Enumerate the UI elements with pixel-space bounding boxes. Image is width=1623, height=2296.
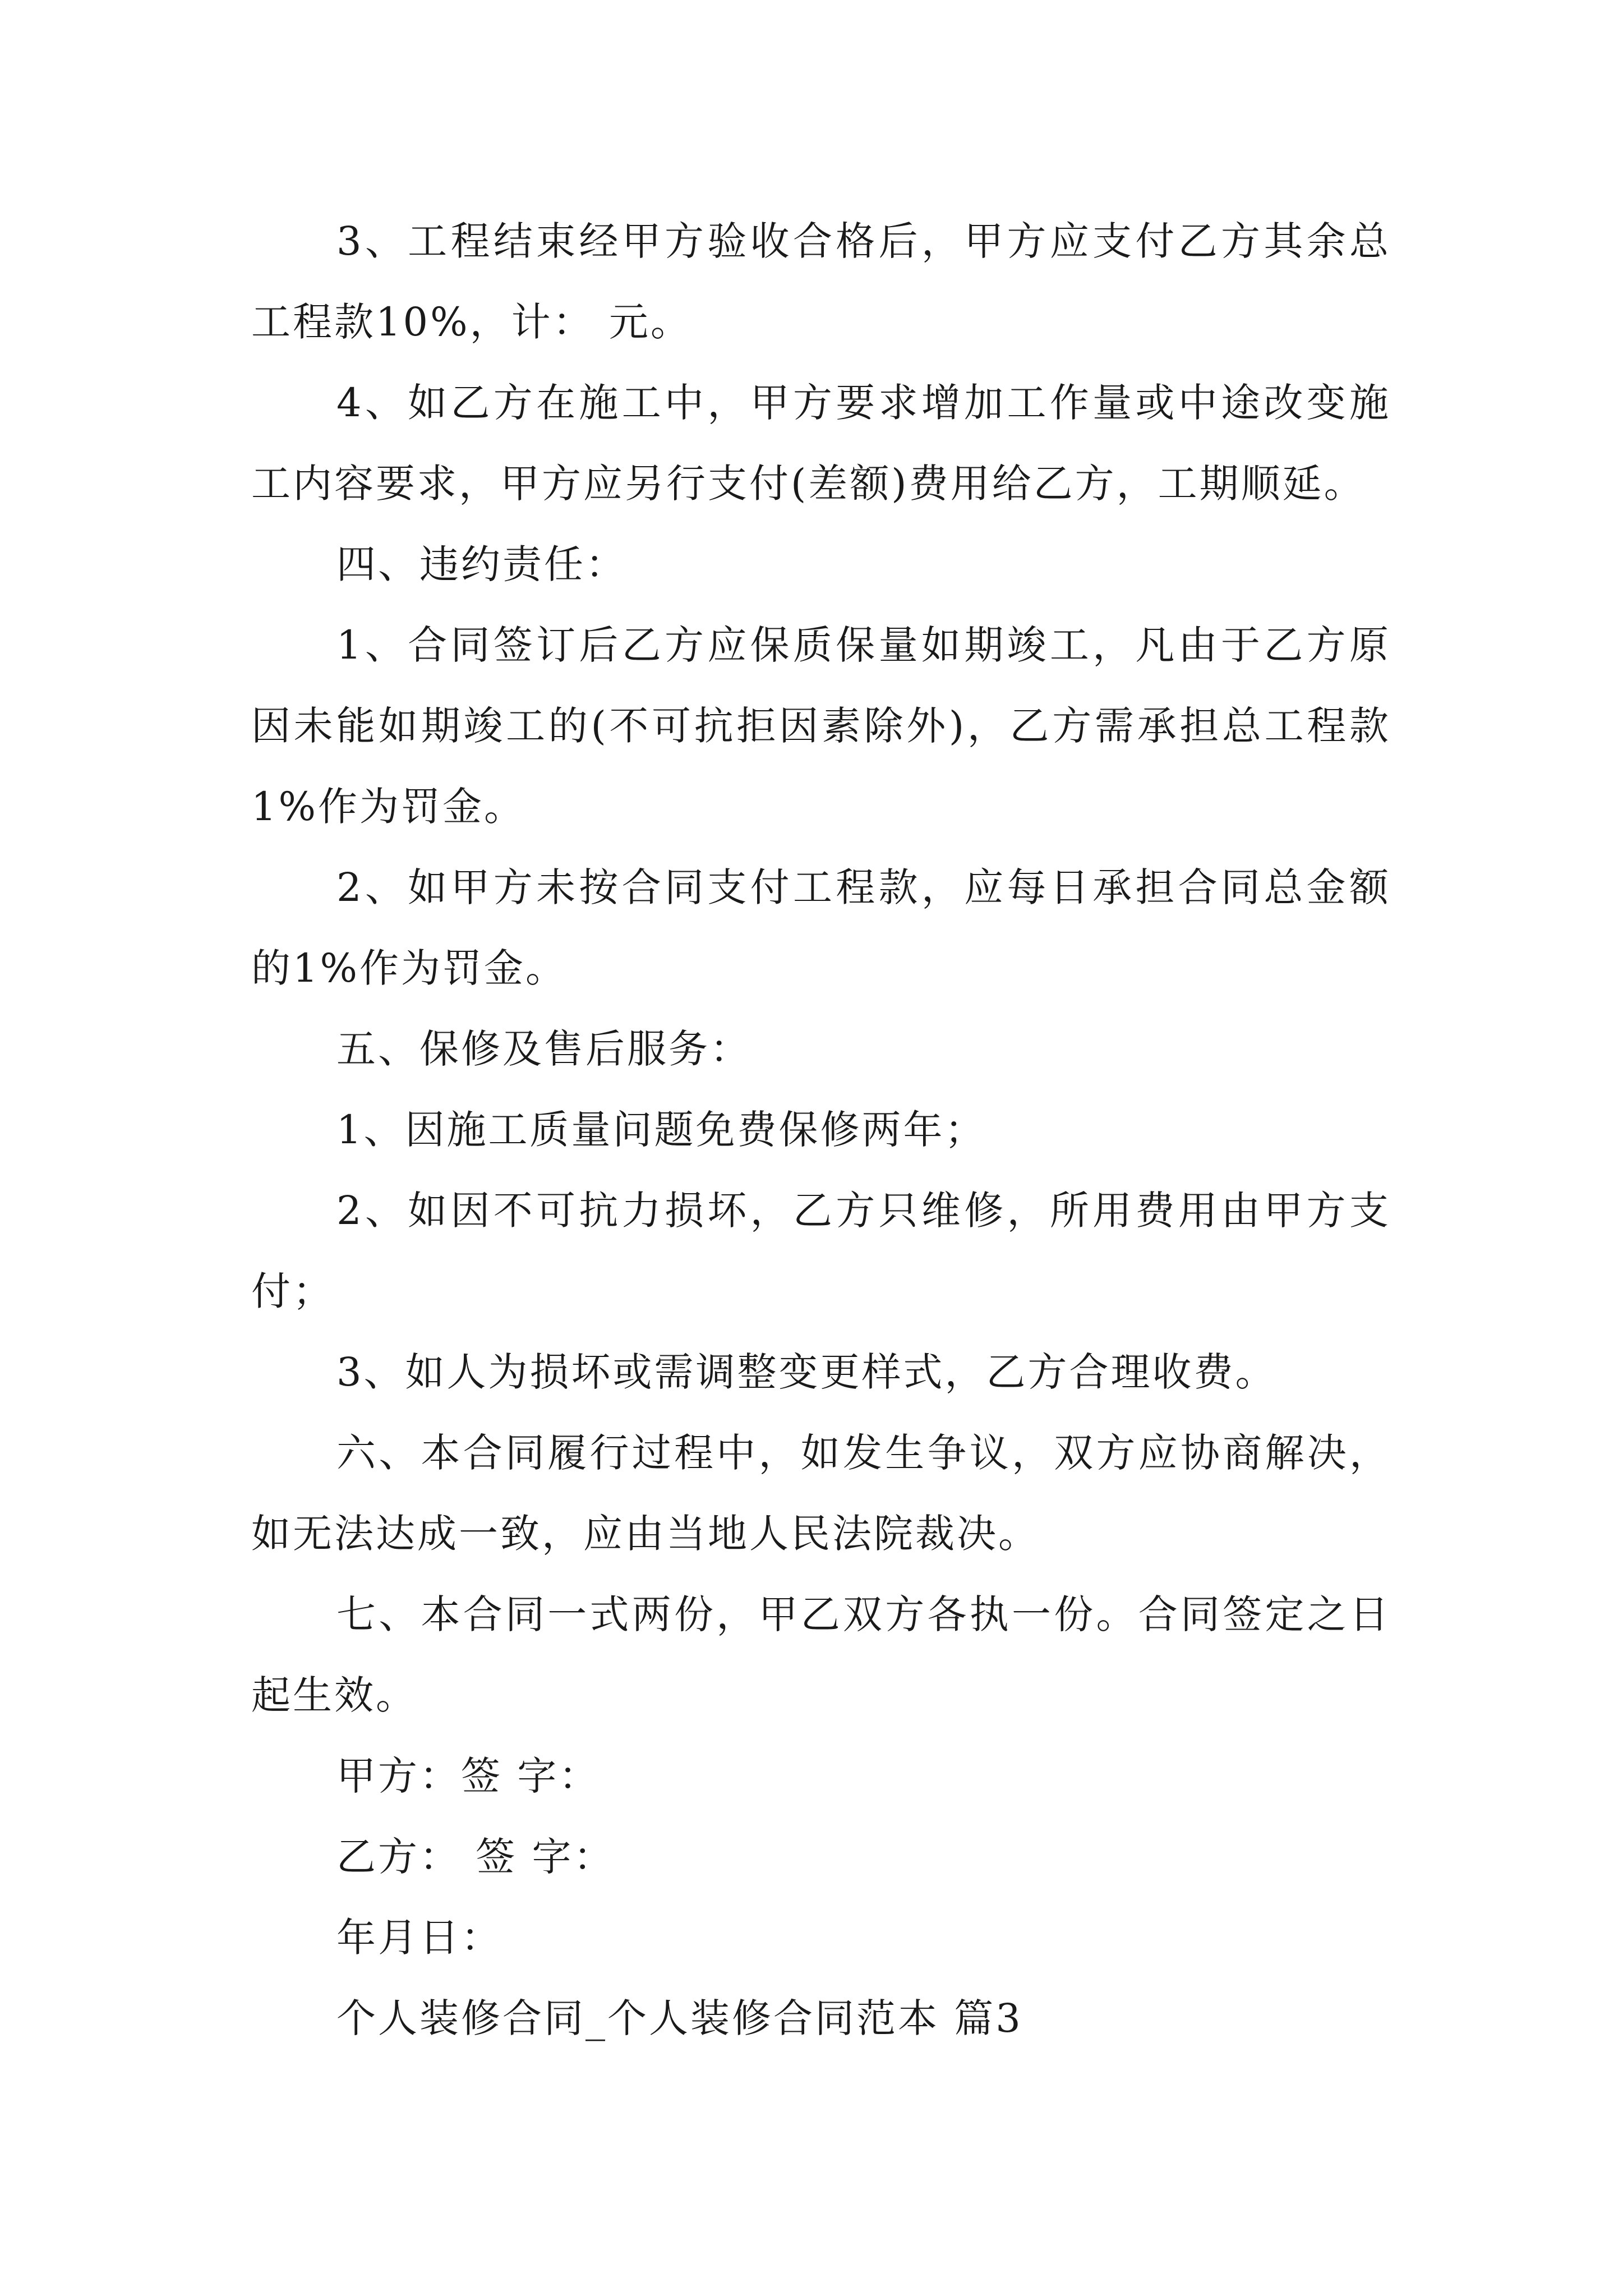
document-body [251,201,1391,2059]
section-effective: 七、本合同一式两份，甲乙双方各执一份。合同签定之日起生效。 [251,1591,1391,1718]
section-heading-breach: 四、违约责任： [336,541,627,587]
signature-party-a: 甲方：签 字： [336,1753,601,1799]
paragraph-change-work: 4、如乙方在施工中，甲方要求增加工作量或中途改变施工内容要求，甲方应另行支付(差额)费用给乙方，工期顺延。 [251,380,1391,507]
paragraph-breach-contractor: 1、合同签订后乙方应保质保量如期竣工，凡由于乙方原因未能如期竣工的(不可抗拒因素除外)，乙方需承担总工程款1%作为罚金。 [251,622,1391,830]
paragraph-warranty-free: 1、因施工质量问题免费保修两年； [336,1107,986,1153]
paragraph-warranty-human-damage: 3、如人为损坏或需调整变更样式，乙方合理收费。 [336,1349,1277,1395]
section-dispute: 六、本合同履行过程中，如发生争议，双方应协商解决，如无法达成一致，应由当地人民法院裁决。 [251,1430,1391,1557]
paragraph-payment-final: 3、工程结束经甲方验收合格后，甲方应支付乙方其余总工程款10%，计： 元。 [251,218,1391,345]
paragraph-warranty-force-majeure: 2、如因不可抗力损坏，乙方只维修，所用费用由甲方支付； [251,1188,1391,1314]
next-section-title: 个人装修合同_个人装修合同范本 篇3 [336,1995,1023,2041]
section-heading-warranty: 五、保修及售后服务： [336,1026,751,1072]
signature-party-b: 乙方： 签 字： [336,1834,615,1880]
paragraph-breach-client: 2、如甲方未按合同支付工程款，应每日承担合同总金额的1%作为罚金。 [251,864,1391,991]
signature-date: 年月日： [336,1915,502,1961]
